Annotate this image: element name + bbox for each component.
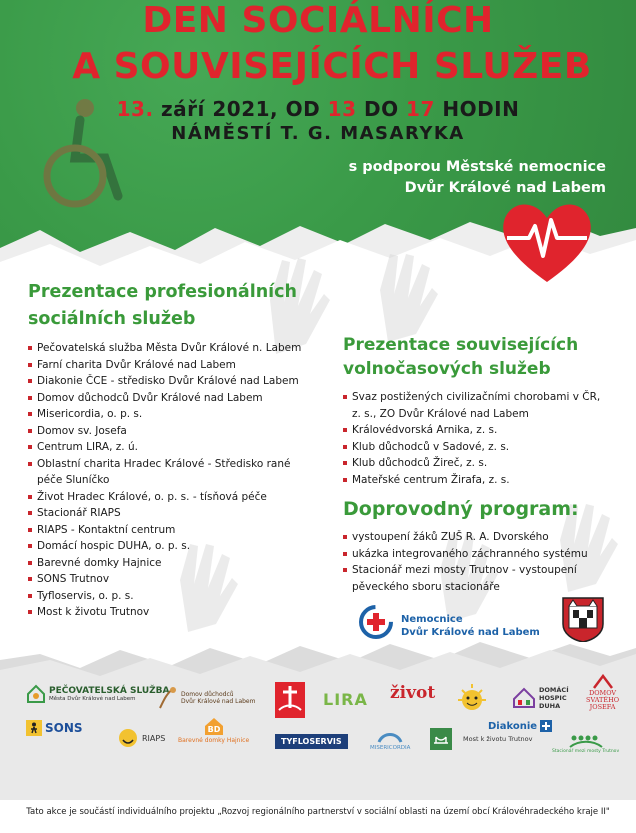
logo-josefa-line-1: DOMOV	[589, 689, 617, 697]
logo-riaps-text: RIAPS	[142, 733, 166, 743]
flower-icon	[156, 686, 178, 710]
logo-most-text: Most k životu Trutnov	[463, 735, 533, 743]
logo-domov-line-2: Dvůr Králové nad Labem	[181, 698, 256, 705]
logo-duha	[512, 686, 569, 710]
logo-misericordia-text: MISERICORDIA	[370, 745, 411, 751]
logo-barevne-text: Barevné domky Hajnice	[178, 737, 250, 744]
logo-diakonie-text: Diakonie	[488, 720, 538, 732]
professional-heading-line-2: sociálních služeb	[28, 309, 196, 329]
title-line-1: DEN SOCIÁLNÍCH	[142, 0, 494, 41]
riaps-face-icon	[117, 728, 139, 748]
list-item-continuation: z. s., ZO Dvůr Králové nad Labem	[352, 407, 529, 420]
list-item: ukázka integrovaného záchranného systému	[343, 546, 628, 563]
logo-lira-text: LIRA	[323, 690, 368, 709]
slunicko-logo-icon	[452, 680, 492, 716]
town-crest-icon	[561, 596, 605, 642]
roof-icon	[592, 674, 614, 690]
related-list	[343, 389, 628, 488]
list-item: SONS Trutnov	[28, 571, 328, 588]
professional-list	[28, 340, 328, 621]
logo-pecovatelska-main: PEČOVATELSKÁ SLUŽBA	[49, 686, 170, 696]
list-item: Domácí hospic DUHA, o. p. s.	[28, 538, 328, 555]
program-heading: Doprovodný program:	[343, 498, 579, 520]
list-item: vystoupení žáků ZUŠ R. A. Dvorského	[343, 529, 628, 546]
heart-icon	[497, 196, 597, 286]
hospital-logo-text	[401, 613, 540, 639]
sons-badge-icon	[26, 720, 42, 736]
list-item: Tyfloservis, o. p. s.	[28, 588, 328, 605]
list-item: Pečovatelská služba Města Dvůr Králové n. Labem	[28, 340, 328, 357]
logo-stacionar	[552, 734, 619, 754]
hour-from: 13	[327, 97, 357, 121]
logo-domov-line-1: Domov důchodců	[181, 691, 234, 698]
misericordia-icon	[377, 728, 403, 744]
support-line-1: s podporou Městské nemocnice	[348, 159, 606, 175]
related-heading	[343, 333, 578, 381]
list-item: Misericordia, o. p. s.	[28, 406, 328, 423]
logo-josefa-line-3: JOSEFA	[589, 703, 616, 711]
list-item: Domov sv. Josefa	[28, 423, 328, 440]
rainbow-house-icon	[512, 687, 536, 709]
list-item: Domov důchodců Dvůr Králové nad Labem	[28, 390, 328, 407]
logo-diakonie	[488, 720, 552, 732]
logo-duha-line-3: DUHA	[539, 702, 561, 710]
logo-tyfloservis	[275, 734, 348, 749]
logo-josefa-line-2: SVATÉHO	[586, 696, 620, 704]
list-item: Barevné domky Hajnice	[28, 555, 328, 572]
hour-word: HODIN	[434, 97, 520, 121]
logo-pecovatelska-sub: Města Dvůr Králové nad Labem	[49, 696, 136, 702]
diakonie-cross-icon	[540, 720, 552, 732]
logo-pecovatelska	[26, 684, 170, 704]
support-line-2: Dvůr Králové nad Labem	[404, 180, 606, 196]
logo-misericordia	[370, 728, 410, 751]
support-text	[349, 157, 606, 199]
date-day: 13.	[116, 97, 154, 121]
list-item-continuation: péče Sluníčko	[37, 474, 110, 486]
stacionar-people-icon	[569, 734, 603, 748]
svg-text:BD: BD	[207, 725, 220, 734]
list-item: Svaz postižených civilizačními chorobami v ČR,	[343, 389, 628, 406]
professional-heading	[28, 279, 297, 333]
charita-logo-icon	[275, 682, 305, 718]
logo-zivot-text: život	[390, 683, 436, 703]
event-place: NÁMĚSTÍ T. G. MASARYKA	[171, 123, 465, 144]
logo-lira	[323, 690, 368, 709]
logo-tyfloservis-text: TYFLOSERVIS	[281, 737, 342, 746]
list-item-continuation: pěveckého sboru stacionáře	[352, 580, 500, 593]
list-item: RIAPS - Kontaktní centrum	[28, 522, 328, 539]
logo-riaps	[117, 728, 165, 748]
date-text: září 2021, OD	[153, 97, 328, 121]
list-item: Most k životu Trutnov	[28, 604, 328, 621]
hour-to: 17	[406, 97, 435, 121]
list-item: Centrum LIRA, z. ú.	[28, 439, 328, 456]
list-item: Stacionář RIAPS	[28, 505, 328, 522]
program-list	[343, 529, 628, 595]
logo-zivot	[390, 683, 435, 703]
hospital-logo-icon	[358, 604, 394, 640]
list-item: Mateřské centrum Žirafa, z. s.	[343, 472, 628, 489]
bridge-icon	[430, 728, 452, 750]
hour-separator: DO	[356, 97, 407, 121]
logo-sons	[26, 720, 83, 736]
logo-duha-line-2: HOSPIC	[539, 694, 567, 702]
professional-heading-line-1: Prezentace profesionálních	[28, 282, 298, 302]
house-icon	[26, 684, 46, 704]
list-item: Klub důchodců v Sadové, z. s.	[343, 439, 628, 456]
related-heading-line-1: Prezentace souvisejících	[343, 335, 579, 355]
hospital-name-line-2: Dvůr Králové nad Labem	[401, 627, 540, 638]
logo-duha-line-1: DOMÁCÍ	[539, 686, 569, 694]
logo-sons-text: SONS	[45, 721, 83, 735]
event-date	[0, 97, 636, 121]
hospital-name-line-1: Nemocnice	[401, 614, 463, 625]
footer-note: Tato akce je součástí individuálního projektu „Rozvoj regionálního partnerství v sociální oblasti na území obcí Královéhradeckého kraje II"	[0, 800, 636, 833]
list-item: Klub důchodců Žireč, z. s.	[343, 455, 628, 472]
list-item: Život Hradec Králové, o. p. s. - tísňová péče	[28, 489, 328, 506]
bd-house-icon	[203, 716, 225, 736]
list-item: Diakonie ČCE - středisko Dvůr Králové nad Labem	[28, 373, 328, 390]
logo-domov-duchodcu	[156, 686, 255, 710]
list-item: Oblastní charita Hradec Králové - Středisko rané	[28, 456, 328, 473]
logo-stacionar-text: Stacionář mezi mosty Trutnov	[552, 749, 620, 754]
list-item: Farní charita Dvůr Králové nad Labem	[28, 357, 328, 374]
title-line-2: A SOUVISEJÍCÍCH SLUŽEB	[72, 46, 592, 87]
list-item: Stacionář mezi mosty Trutnov - vystoupení	[343, 562, 628, 579]
logo-barevne-domky	[178, 716, 249, 744]
related-heading-line-2: volnočasových služeb	[343, 359, 551, 379]
logo-josefa	[586, 674, 619, 711]
list-item: Královédvorská Arnika, z. s.	[343, 422, 628, 439]
